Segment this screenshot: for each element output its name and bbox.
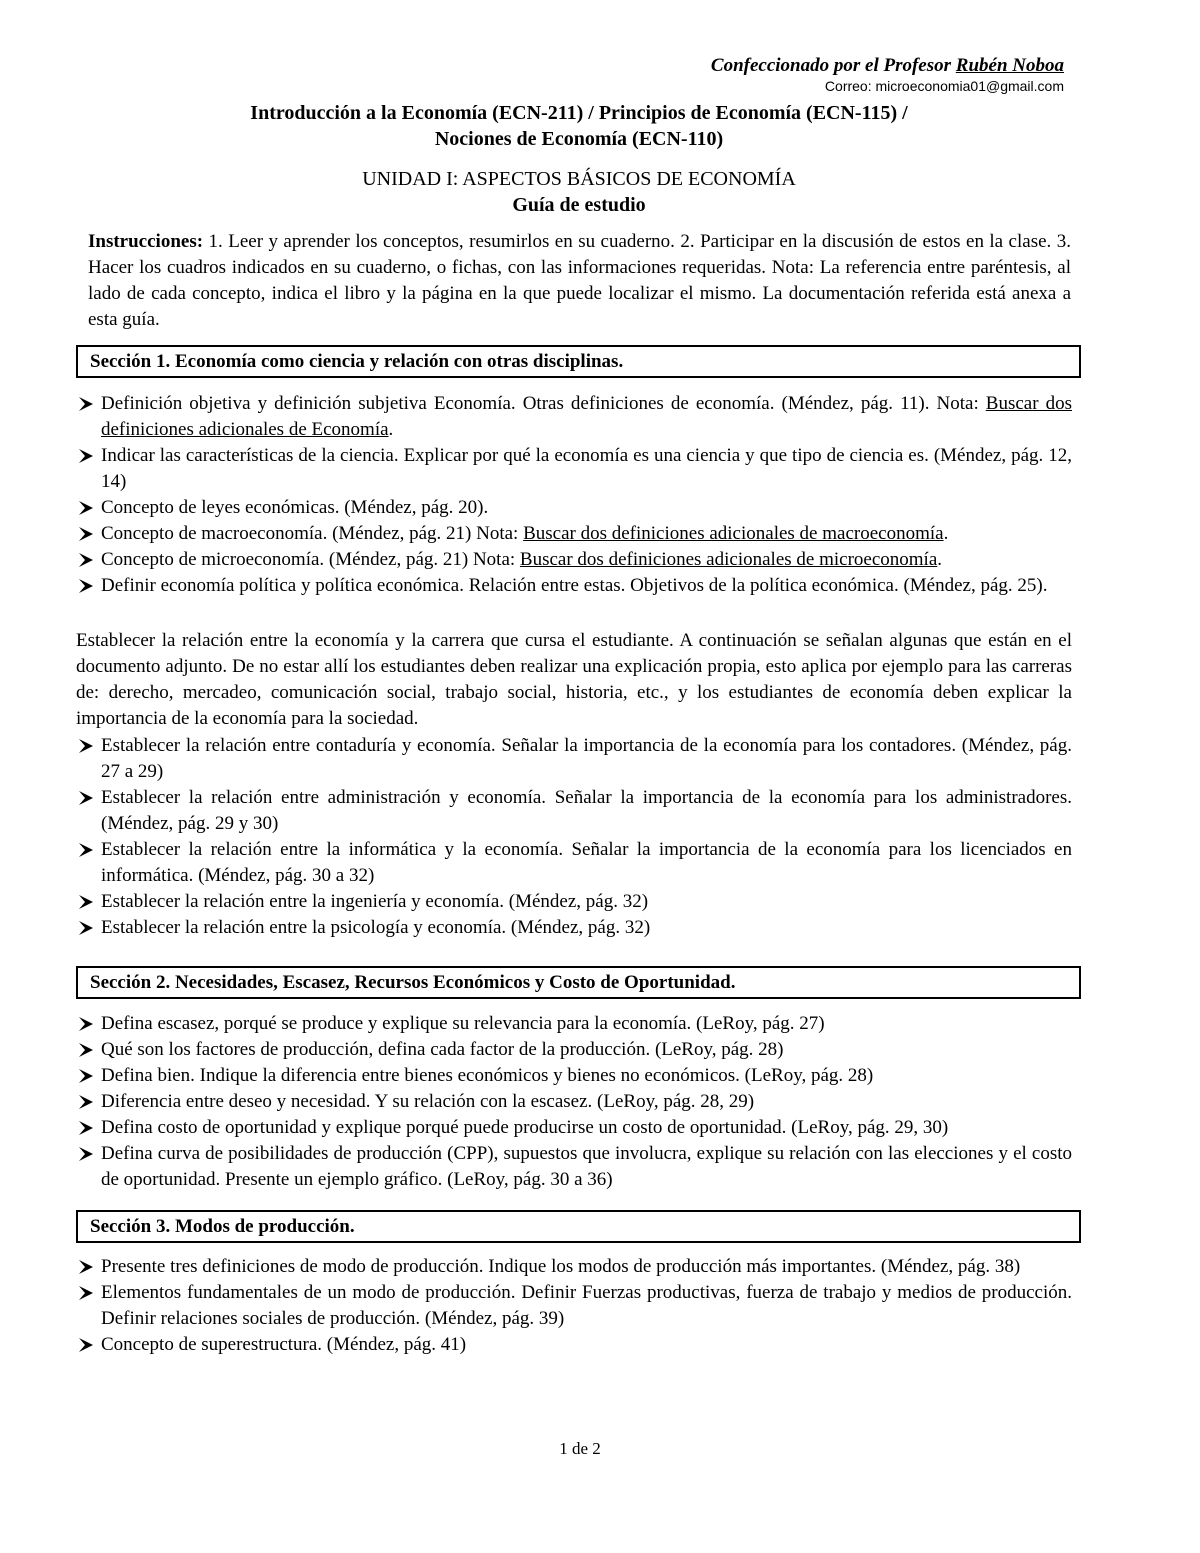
bullet-text: Concepto de leyes económicas. (Méndez, pág. 20).	[101, 497, 489, 518]
list-item	[76, 1037, 1072, 1063]
list-item	[76, 443, 1072, 495]
list-item	[76, 1141, 1072, 1193]
bullet-end: .	[388, 419, 394, 440]
section-1-heading: Sección 1. Economía como ciencia y relación con otras disciplinas.	[76, 345, 1081, 378]
bullet-text: Defina curva de posibilidades de producción (CPP), supuestos que involucra, explique su relación con las elecciones y el costo de oportunidad. Presente un ejemplo gráfico. (LeRoy, pág. 30 a 36)	[101, 1143, 1072, 1190]
bullet-text: Definir economía política y política económica. Relación entre estas. Objetivos de la política económica. (Méndez, pág. 25).	[101, 575, 1048, 596]
career-relation-paragraph: Establecer la relación entre la economía y la carrera que cursa el estudiante. A continuación se señalan algunas que están en el documento adjunto. De no estar allí los estudiantes deben realizar una explicación propia, esto aplica por ejemplo para las carreras de: derecho, mercadeo, comunicación social, trabajo social, historia, etc., y los estudiantes de economía deben explicar la importancia de la economía para la sociedad.	[76, 630, 1072, 729]
bullet-underlined-note: Buscar dos definiciones adicionales de Economía	[101, 393, 1072, 440]
arrow-bullet-icon	[76, 915, 96, 941]
arrow-bullet-icon	[76, 573, 96, 599]
author-line	[711, 54, 1064, 78]
list-item	[76, 1254, 1072, 1280]
list-item	[76, 1115, 1072, 1141]
section-3-list	[76, 1254, 1072, 1358]
course-title-line-2: Nociones de Economía (ECN-110)	[434, 128, 724, 150]
section-1-career-list	[76, 733, 1072, 941]
bullet-text: Defina costo de oportunidad y explique porqué puede producirse un costo de oportunidad. (LeRoy, pág. 29, 30)	[101, 1117, 949, 1138]
bullet-text: Concepto de microeconomía. (Méndez, pág. 21) Nota:	[101, 549, 520, 570]
arrow-bullet-icon	[76, 1089, 96, 1115]
list-item	[76, 837, 1072, 889]
list-item	[76, 889, 1072, 915]
arrow-bullet-icon	[76, 1037, 96, 1063]
bullet-text: Establecer la relación entre la ingeniería y economía. (Méndez, pág. 32)	[101, 891, 649, 912]
list-item	[76, 547, 1072, 573]
list-item	[76, 785, 1072, 837]
arrow-bullet-icon	[76, 495, 96, 521]
bullet-text: Defina bien. Indique la diferencia entre bienes económicos y bienes no económicos. (LeRoy, pág. 28)	[101, 1065, 874, 1086]
list-item	[76, 521, 1072, 547]
list-item	[76, 573, 1072, 599]
bullet-text: Establecer la relación entre la psicología y economía. (Méndez, pág. 32)	[101, 917, 651, 938]
bullet-text: Elementos fundamentales de un modo de producción. Definir Fuerzas productivas, fuerza de trabajo y medios de producción. Definir relaciones sociales de producción. (Méndez, pág. 39)	[101, 1282, 1072, 1329]
arrow-bullet-icon	[76, 837, 96, 863]
instructions-label: Instrucciones:	[88, 231, 204, 252]
list-item	[76, 915, 1072, 941]
list-item	[76, 1332, 1072, 1358]
arrow-bullet-icon	[76, 733, 96, 759]
bullet-text: Presente tres definiciones de modo de producción. Indique los modos de producción más importantes. (Méndez, pág. 38)	[101, 1256, 1021, 1277]
arrow-bullet-icon	[76, 443, 96, 469]
list-item	[76, 1063, 1072, 1089]
arrow-bullet-icon	[76, 1141, 96, 1167]
arrow-bullet-icon	[76, 1063, 96, 1089]
bullet-underlined-note: Buscar dos definiciones adicionales de microeconomía	[519, 549, 938, 570]
list-item	[76, 1089, 1072, 1115]
bullet-text: Definición objetiva y definición subjetiva Economía. Otras definiciones de economía. (Méndez, pág. 11). Nota:	[101, 393, 986, 414]
instructions-text: 1. Leer y aprender los conceptos, resumirlos en su cuaderno. 2. Participar en la discusión de estos en la clase. 3. Hacer los cuadros indicados en su cuaderno, o fichas, con las informaciones requeridas. Nota: La referencia entre paréntesis, al lado de cada concepto, indica el libro y la página en la que puede localizar el mismo. La documentación referida está anexa a esta guía.	[88, 231, 1071, 330]
bullet-text: Concepto de macroeconomía. (Méndez, pág. 21) Nota:	[101, 523, 524, 544]
bullet-text: Qué son los factores de producción, defina cada factor de la producción. (LeRoy, pág. 28)	[101, 1039, 784, 1060]
section-3-heading: Sección 3. Modos de producción.	[76, 1210, 1081, 1243]
bullet-text: Establecer la relación entre contaduría y economía. Señalar la importancia de la economía para los contadores. (Méndez, pág. 27 a 29)	[101, 735, 1072, 782]
bullet-text: Defina escasez, porqué se produce y explique su relevancia para la economía. (LeRoy, pág. 27)	[101, 1013, 825, 1034]
list-item	[76, 495, 1072, 521]
section-1-list	[76, 391, 1072, 599]
section-2-heading: Sección 2. Necesidades, Escasez, Recursos Económicos y Costo de Oportunidad.	[76, 966, 1081, 999]
section-2-list	[76, 1011, 1072, 1193]
author-prefix: Confeccionado por el Profesor	[710, 55, 956, 76]
bullet-end: .	[943, 523, 949, 544]
course-title-line-1: Introducción a la Economía (ECN-211) / Principios de Economía (ECN-115) /	[250, 102, 908, 124]
arrow-bullet-icon	[76, 1332, 96, 1358]
list-item	[76, 733, 1072, 785]
list-item	[76, 1280, 1072, 1332]
bullet-text: Indicar las características de la ciencia. Explicar por qué la economía es una ciencia y que tipo de ciencia es. (Méndez, pág. 12, 14)	[101, 445, 1072, 492]
arrow-bullet-icon	[76, 1011, 96, 1037]
arrow-bullet-icon	[76, 547, 96, 573]
bullet-text: Concepto de superestructura. (Méndez, pág. 41)	[101, 1334, 467, 1355]
bullet-text: Diferencia entre deseo y necesidad. Y su relación con la escasez. (LeRoy, pág. 28, 29)	[101, 1091, 755, 1112]
arrow-bullet-icon	[76, 889, 96, 915]
bullet-end: .	[937, 549, 943, 570]
bullet-underlined-note: Buscar dos definiciones adicionales de macroeconomía	[523, 523, 944, 544]
author-name: Rubén Noboa	[955, 55, 1064, 76]
arrow-bullet-icon	[76, 1254, 96, 1280]
guide-title: Guía de estudio	[512, 194, 646, 216]
arrow-bullet-icon	[76, 1280, 96, 1306]
list-item	[76, 1011, 1072, 1037]
page-number: 1 de 2	[559, 1439, 601, 1458]
author-header	[711, 54, 1064, 94]
bullet-text: Establecer la relación entre administración y economía. Señalar la importancia de la economía para los administradores. (Méndez, pág. 29 y 30)	[101, 787, 1072, 834]
arrow-bullet-icon	[76, 521, 96, 547]
title-block	[76, 100, 1082, 218]
bullet-text: Establecer la relación entre la informática y la economía. Señalar la importancia de la economía para los licenciados en informática. (Méndez, pág. 30 a 32)	[101, 839, 1072, 886]
author-email: Correo: microeconomia01@gmail.com	[824, 78, 1064, 94]
arrow-bullet-icon	[76, 785, 96, 811]
arrow-bullet-icon	[76, 1115, 96, 1141]
arrow-bullet-icon	[76, 391, 96, 417]
list-item	[76, 391, 1072, 443]
unit-title: UNIDAD I: ASPECTOS BÁSICOS DE ECONOMÍA	[362, 168, 796, 190]
instructions-paragraph	[88, 229, 1071, 333]
